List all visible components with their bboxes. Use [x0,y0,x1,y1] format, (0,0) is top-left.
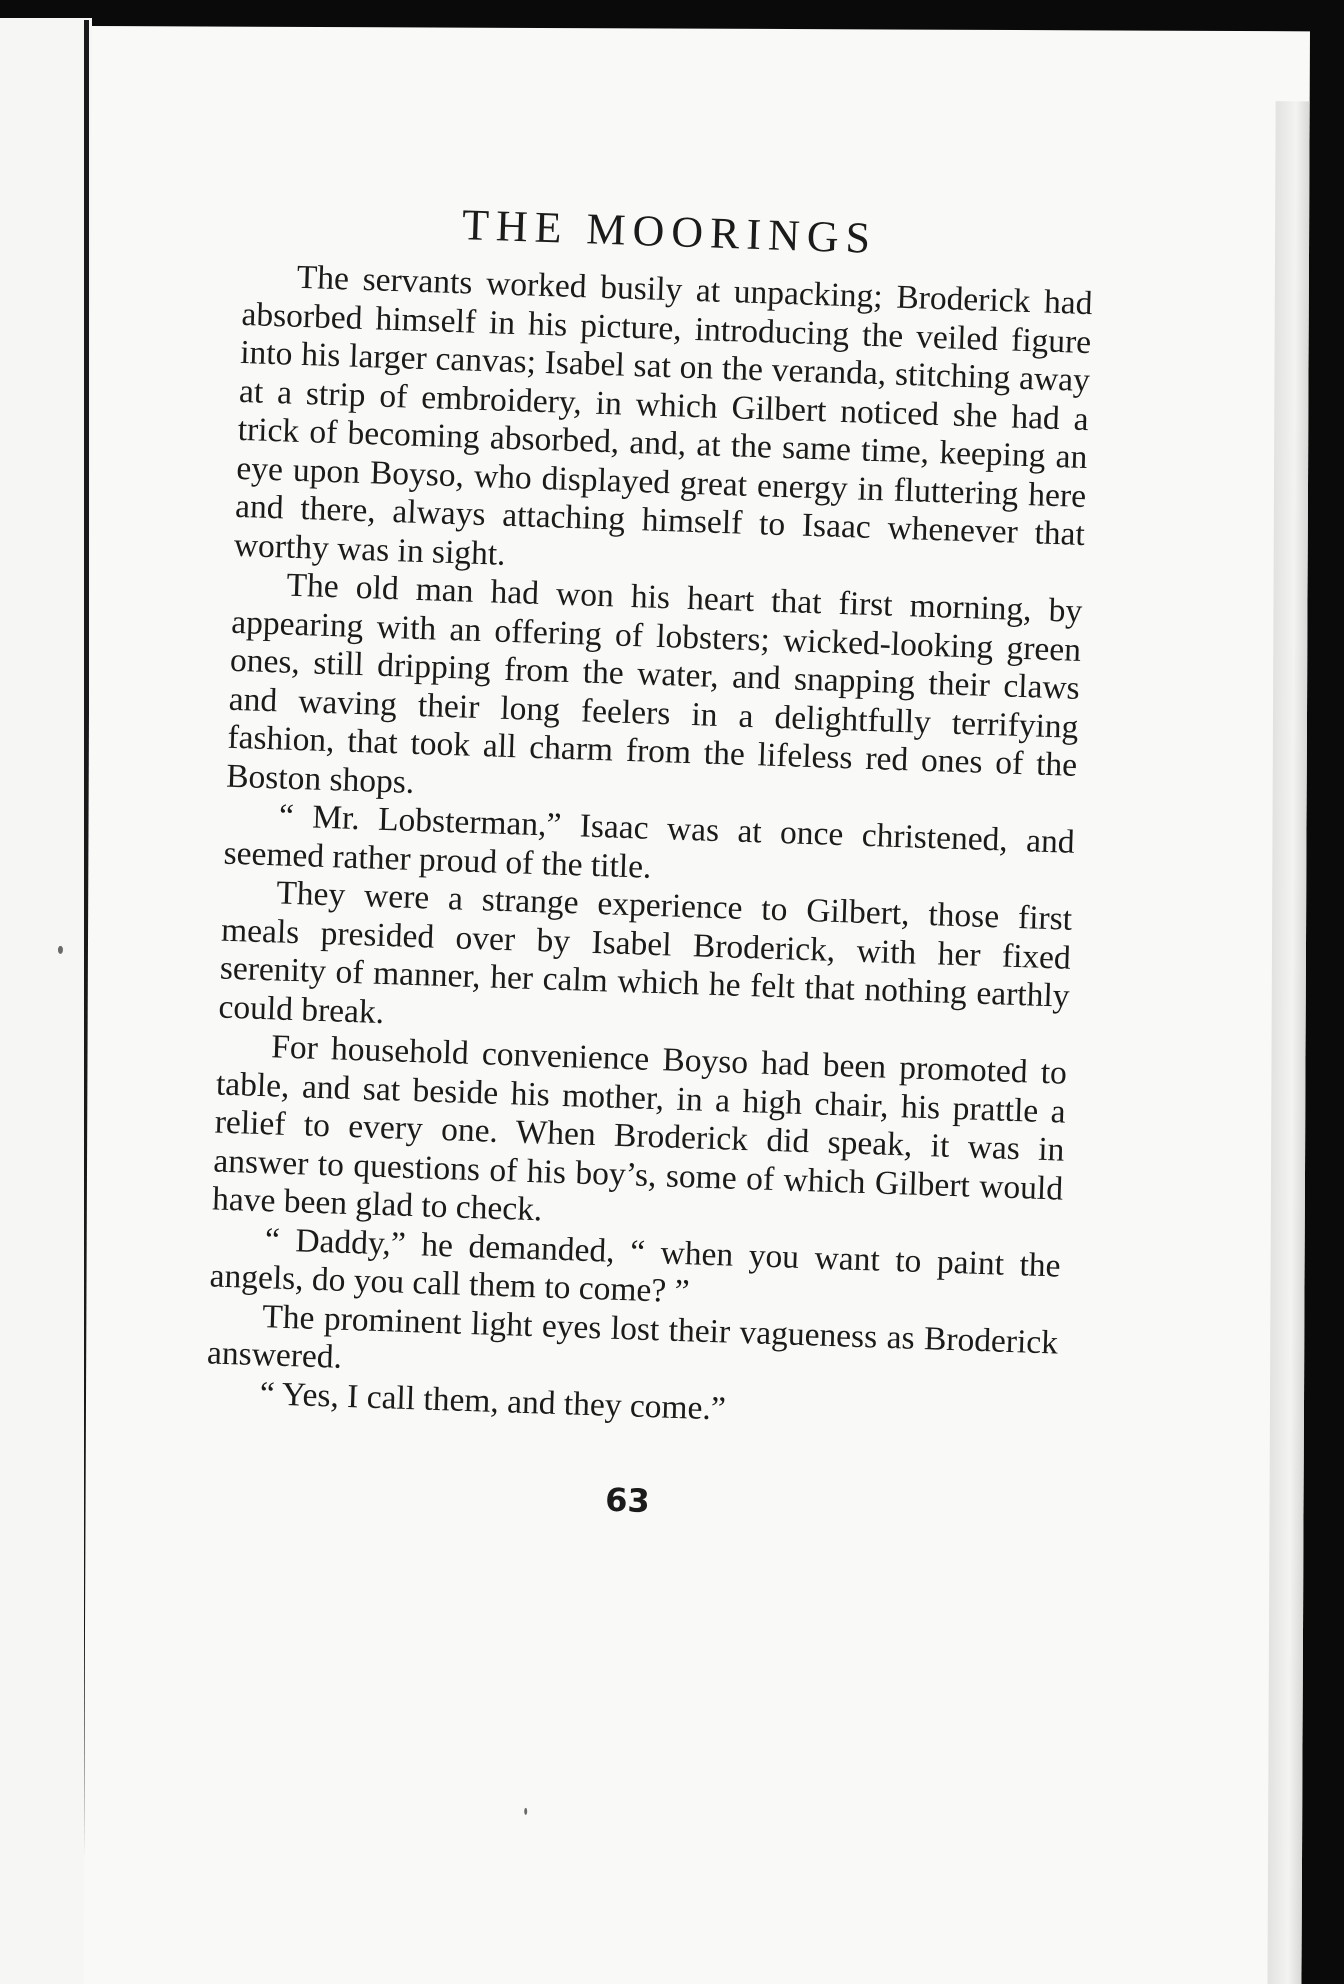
paragraph: The old man had won his heart that first morning, by appearing with an offering of lobsters; wicked-looking green ones, still dripping from the water, and snapping their claws and waving their long feelers in a delightfully terrifying fashion, that took all charm from the lifeless red ones of the Boston shops. [225,566,1083,801]
page-stack-edge [1267,101,1309,1984]
paragraph: “ Yes, I call them, and they come.” [259,1374,727,1428]
paragraph: They were a strange experience to Gilbert, those first meals presided over by Isabel Broderick, with her fixed serenity of manner, her calm which he felt that nothing earthly could break. [218,874,1073,1031]
page-text-block [202,182,1095,1533]
paragraph: For household convenience Boyso had been promoted to table, and sat beside his mother, in a high chair, his prattle a relief to every one. When Broderick did speak, it was in answer to questions of his boy’s, some of which Gilbert would have been glad to check. [211,1028,1068,1229]
paragraph: “ Daddy,” he demanded, “ when you want to paint the angels, do you call them to come? ” [209,1220,1062,1311]
paper-speck [58,946,63,954]
facing-page-edge [0,18,92,1984]
paragraph: The servants worked busily at unpacking; Broderick had absorbed himself in his picture, introducing the veiled figure into his larger canvas; Isabel sat on the veranda, stitching away at a strip of embroidery, in which Gilbert noticed she had a trick of becoming absorbed, and, at the same time, keeping an eye upon Boyso, who displayed great energy in fluttering here and there, always attaching himself to Isaac whenever that worthy was in sight. [233,258,1094,573]
paragraph: The prominent light eyes lost their vagueness as Broderick answered. [206,1297,1059,1376]
page-number: 63 [604,1480,651,1521]
running-head: THE MOORINGS [461,200,878,263]
paragraph: “ Mr. Lobsterman,” Isaac was at once christened, and seemed rather proud of the title. [223,797,1076,886]
paper-speck [524,1808,527,1815]
